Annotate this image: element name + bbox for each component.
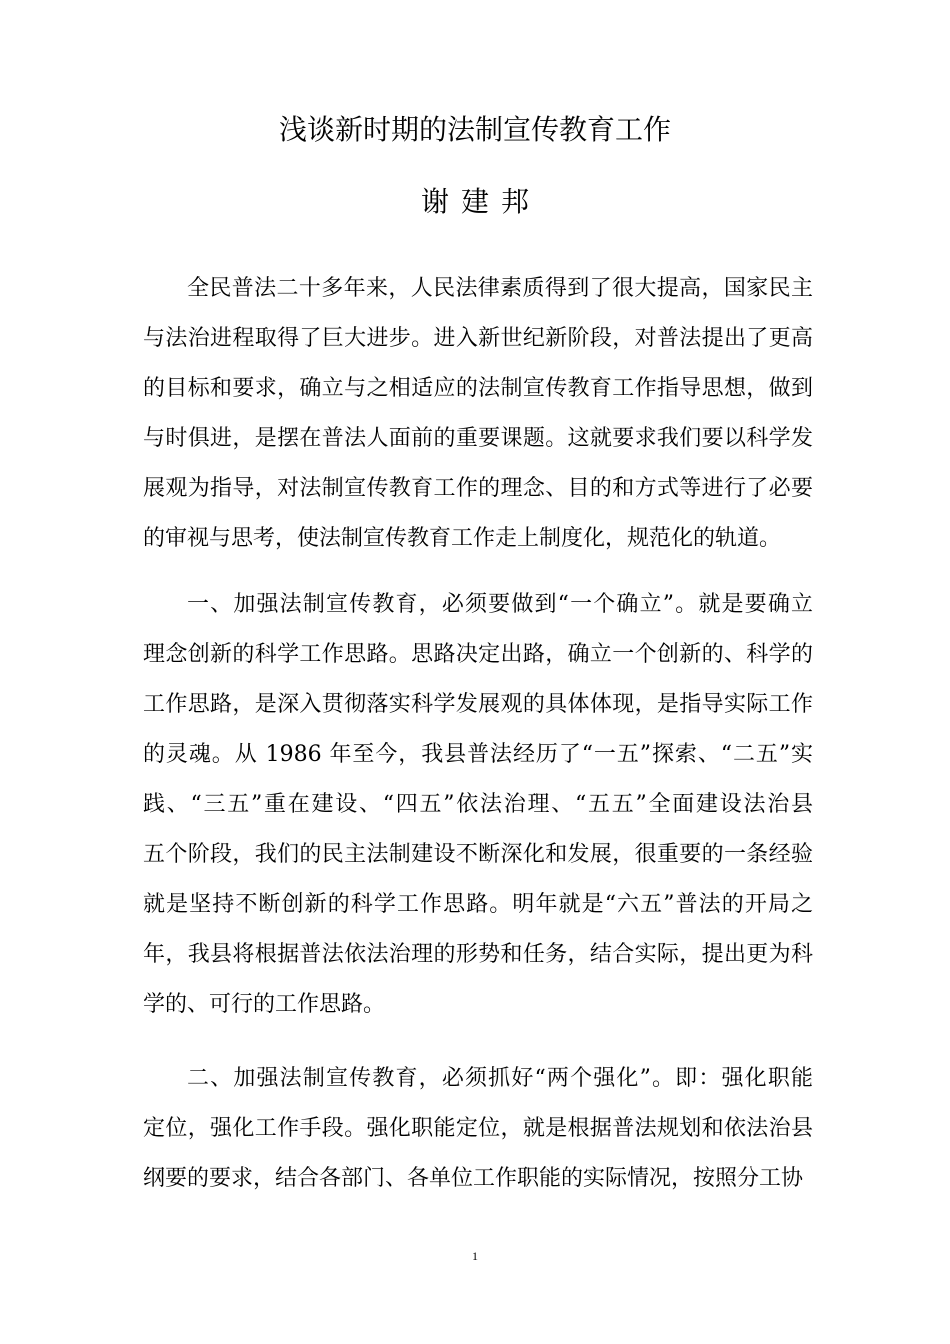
- paragraph-line: 二、加强法制宣传教育，必须抓好“两个强化”。即：强化职能: [187, 1066, 813, 1091]
- paragraph-line: 全民普法二十多年来，人民法律素质得到了很大提高，国家民主: [187, 276, 813, 301]
- paragraph-line: 与时俱进，是摆在普法人面前的重要课题。这就要求我们要以科学发: [143, 426, 813, 451]
- paragraph-line: 的灵魂。从 1986 年至今，我县普法经历了“一五”探索、“二五”实: [143, 742, 813, 767]
- paragraph-line: 一、加强法制宣传教育，必须要做到“一个确立”。就是要确立: [187, 592, 813, 617]
- paragraph-line: 的审视与思考，使法制宣传教育工作走上制度化，规范化的轨道。: [143, 526, 782, 551]
- paragraph-line: 展观为指导，对法制宣传教育工作的理念、目的和方式等进行了必要: [143, 476, 813, 501]
- paragraph-line: 就是坚持不断创新的科学工作思路。明年就是“六五”普法的开局之: [143, 892, 813, 917]
- paragraph-line: 纲要的要求，结合各部门、各单位工作职能的实际情况，按照分工协: [143, 1166, 804, 1191]
- page-number: 1: [472, 1249, 478, 1263]
- paragraph-line: 定位，强化工作手段。强化职能定位，就是根据普法规划和依法治县: [143, 1116, 813, 1141]
- paragraph-line: 学的、可行的工作思路。: [143, 992, 386, 1017]
- document-title: 浅谈新时期的法制宣传教育工作: [278, 113, 671, 146]
- paragraph-line: 理念创新的科学工作思路。思路决定出路，确立一个创新的、科学的: [143, 642, 813, 667]
- paragraph-line: 工作思路，是深入贯彻落实科学发展观的具体体现，是指导实际工作: [143, 692, 813, 717]
- paragraph-line: 践、“三五”重在建设、“四五”依法治理、“五五”全面建设法治县: [143, 792, 813, 817]
- paragraph-line: 的目标和要求，确立与之相适应的法制宣传教育工作指导思想，做到: [143, 376, 813, 401]
- document-author: 谢建邦: [420, 185, 541, 218]
- paragraph-line: 年，我县将根据普法依法治理的形势和任务，结合实际，提出更为科: [143, 942, 813, 967]
- paragraph-line: 五个阶段，我们的民主法制建设不断深化和发展，很重要的一条经验: [143, 842, 813, 867]
- paragraph-line: 与法治进程取得了巨大进步。进入新世纪新阶段，对普法提出了更高: [143, 326, 813, 351]
